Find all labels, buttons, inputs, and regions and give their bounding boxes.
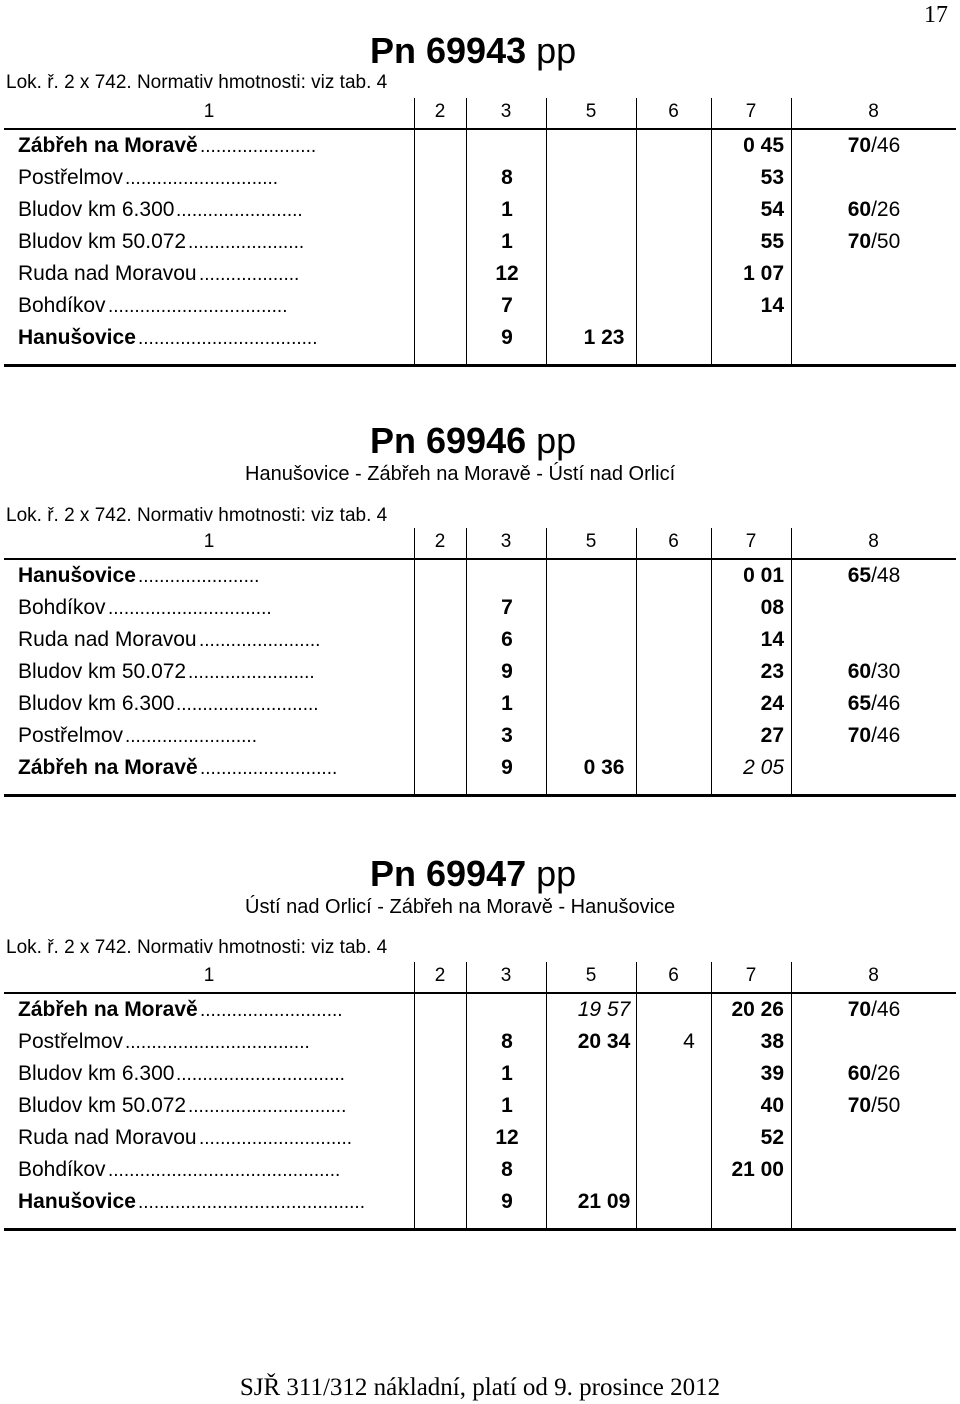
stop-duration: 4 — [683, 1030, 695, 1053]
loco-info: Lok. ř. 2 x 742. Normativ hmotnosti: viz tab. 4 — [6, 505, 388, 526]
departure-time: 40 — [760, 1094, 784, 1117]
speed-limit-secondary: /50 — [871, 230, 901, 253]
timetable-row — [4, 1126, 956, 1158]
column-number: 5 — [585, 531, 597, 552]
station-name: Postřelmov — [18, 1030, 124, 1053]
station-name: Ruda nad Moravou — [18, 1126, 197, 1149]
speed-limit-main: 65 — [847, 564, 872, 587]
column-header — [4, 528, 956, 560]
speed-limit — [814, 660, 934, 684]
timetable-row — [4, 596, 956, 628]
column-number: 2 — [434, 965, 446, 986]
speed-limit-main: 70 — [847, 998, 872, 1021]
column-number: 8 — [868, 965, 879, 986]
speed-limit-secondary: /30 — [871, 660, 901, 683]
distance-km: 9 — [501, 1190, 513, 1213]
station-name: Bludov km 6.300 — [18, 1062, 175, 1085]
distance-km: 7 — [501, 596, 513, 619]
arrival-time: 0 36 — [583, 756, 625, 779]
leader-dots: ........................ — [188, 662, 315, 683]
train-number: Pn 69946 — [370, 420, 527, 461]
station-name: Bludov km 6.300 — [18, 692, 175, 715]
station-name: Bludov km 50.072 — [18, 660, 187, 683]
speed-limit — [814, 1062, 934, 1086]
timetable-row — [4, 628, 956, 660]
station-name: Bludov km 50.072 — [18, 230, 187, 253]
timetable-row — [4, 294, 956, 326]
timetable-row — [4, 134, 956, 166]
speed-limit-secondary: /46 — [871, 998, 901, 1021]
speed-limit — [814, 724, 934, 748]
column-number: 6 — [668, 101, 679, 122]
loco-info: Lok. ř. 2 x 742. Normativ hmotnosti: viz tab. 4 — [6, 937, 388, 958]
timetable-row — [4, 166, 956, 198]
departure-time: 1 07 — [743, 262, 784, 285]
column-number: 3 — [500, 965, 512, 986]
distance-km: 8 — [501, 166, 513, 189]
departure-time: 52 — [760, 1126, 784, 1149]
timetable-row — [4, 998, 956, 1030]
loco-info: Lok. ř. 2 x 742. Normativ hmotnosti: viz tab. 4 — [6, 72, 388, 93]
station-name: Ruda nad Moravou — [18, 262, 197, 285]
timetable-row — [4, 1158, 956, 1190]
station-name: Postřelmov — [18, 724, 124, 747]
leader-dots: ........................... — [200, 1000, 343, 1021]
timetable-row — [4, 724, 956, 756]
timetable-row — [4, 1062, 956, 1094]
departure-time: 08 — [760, 596, 784, 619]
distance-km: 1 — [501, 1094, 513, 1117]
train-type: pp — [536, 853, 577, 894]
column-divider — [414, 528, 415, 558]
column-number: 3 — [500, 531, 512, 552]
column-number: 5 — [585, 101, 597, 122]
leader-dots: ....................... — [138, 566, 260, 587]
speed-limit — [814, 198, 934, 222]
distance-km: 9 — [501, 756, 513, 779]
departure-time: 20 26 — [731, 998, 784, 1021]
speed-limit-secondary: /50 — [871, 1094, 901, 1117]
departure-time: 39 — [760, 1062, 784, 1085]
timetable-row — [4, 660, 956, 692]
station-name: Bohdíkov — [18, 596, 106, 619]
leader-dots: .......................... — [200, 758, 338, 779]
arrival-time: 1 23 — [583, 326, 625, 349]
column-header — [4, 98, 956, 130]
departure-time: 55 — [760, 230, 784, 253]
column-divider — [414, 962, 415, 992]
departure-time: 14 — [760, 294, 784, 317]
departure-time: 53 — [760, 166, 784, 189]
leader-dots: ............................. — [199, 1128, 353, 1149]
speed-limit-main: 70 — [847, 134, 872, 157]
column-divider — [466, 528, 467, 558]
column-number: 1 — [203, 965, 215, 986]
column-divider — [636, 962, 637, 992]
column-divider — [466, 962, 467, 992]
arrival-time: 20 34 — [577, 1030, 631, 1053]
timetable-row — [4, 326, 956, 358]
departure-time: 0 45 — [743, 134, 784, 157]
station-name: Zábřeh na Moravě — [18, 998, 198, 1021]
timetable-row — [4, 1094, 956, 1126]
leader-dots: .................................. — [108, 296, 288, 317]
train-title — [370, 30, 576, 72]
departure-time: 23 — [760, 660, 784, 683]
speed-limit-secondary: /46 — [871, 724, 901, 747]
distance-km: 1 — [501, 1062, 513, 1085]
leader-dots: ........................... — [176, 694, 319, 715]
departure-time: 0 01 — [743, 564, 784, 587]
leader-dots: .............................. — [188, 1096, 347, 1117]
column-number: 7 — [745, 965, 757, 986]
station-name: Bludov km 50.072 — [18, 1094, 187, 1117]
train-title — [370, 853, 576, 895]
column-divider — [711, 962, 712, 992]
speed-limit-secondary: /46 — [871, 692, 901, 715]
timetable-row — [4, 230, 956, 262]
station-name: Zábřeh na Moravě — [18, 756, 198, 779]
column-number: 2 — [434, 101, 446, 122]
speed-limit-secondary: /46 — [871, 134, 901, 157]
speed-limit-main: 65 — [847, 692, 872, 715]
column-number: 3 — [500, 101, 512, 122]
train-number: Pn 69947 — [370, 853, 527, 894]
departure-time: 54 — [760, 198, 784, 221]
speed-limit-secondary: /48 — [871, 564, 901, 587]
timetable-row — [4, 692, 956, 724]
column-divider — [711, 528, 712, 558]
speed-limit — [814, 692, 934, 716]
speed-limit — [814, 998, 934, 1022]
speed-limit-secondary: /26 — [871, 198, 901, 221]
column-number: 2 — [434, 531, 446, 552]
column-number: 8 — [868, 101, 879, 122]
train-title — [370, 420, 576, 462]
speed-limit-main: 70 — [847, 1094, 872, 1117]
leader-dots: ................... — [199, 264, 300, 285]
leader-dots: ................................ — [176, 1064, 345, 1085]
distance-km: 1 — [501, 230, 513, 253]
column-divider — [636, 98, 637, 128]
station-name: Hanušovice — [18, 326, 136, 349]
distance-km: 7 — [501, 294, 513, 317]
column-number: 1 — [203, 101, 215, 122]
station-name: Bludov km 6.300 — [18, 198, 175, 221]
column-number: 6 — [668, 965, 679, 986]
speed-limit-main: 60 — [847, 1062, 872, 1085]
distance-km: 1 — [501, 198, 513, 221]
speed-limit-main: 60 — [847, 660, 872, 683]
speed-limit — [814, 134, 934, 158]
timetable-row — [4, 1030, 956, 1062]
column-divider — [791, 98, 792, 128]
leader-dots: ........................................... — [138, 1192, 365, 1213]
distance-km: 6 — [501, 628, 513, 651]
column-divider — [636, 528, 637, 558]
column-number: 6 — [668, 531, 679, 552]
speed-limit-secondary: /26 — [871, 1062, 901, 1085]
distance-km: 1 — [501, 692, 513, 715]
station-name: Postřelmov — [18, 166, 124, 189]
leader-dots: ....................... — [199, 630, 321, 651]
column-divider — [414, 98, 415, 128]
departure-time: 27 — [760, 724, 784, 747]
column-number: 1 — [203, 531, 215, 552]
arrival-time: 21 09 — [577, 1190, 631, 1213]
distance-km: 9 — [501, 660, 513, 683]
column-divider — [546, 98, 547, 128]
station-name: Bohdíkov — [18, 294, 106, 317]
column-divider — [546, 962, 547, 992]
station-name: Bohdíkov — [18, 1158, 106, 1181]
train-number: Pn 69943 — [370, 30, 527, 71]
speed-limit — [814, 230, 934, 254]
train-route: Hanušovice - Zábřeh na Moravě - Ústí nad Orlicí — [245, 463, 676, 485]
speed-limit — [814, 1094, 934, 1118]
timetable-body — [4, 130, 956, 367]
arrival-time: 19 57 — [577, 998, 631, 1021]
leader-dots: .................................. — [138, 328, 318, 349]
distance-km: 12 — [495, 262, 519, 285]
page-footer: SJŘ 311/312 nákladní, platí od 9. prosince 2012 — [239, 1374, 721, 1401]
distance-km: 3 — [501, 724, 513, 747]
column-header — [4, 962, 956, 994]
timetable-row — [4, 198, 956, 230]
departure-time: 14 — [760, 628, 784, 651]
column-divider — [791, 962, 792, 992]
leader-dots: ......................... — [125, 726, 257, 747]
timetable-body — [4, 560, 956, 797]
train-type: pp — [536, 420, 577, 461]
leader-dots: ...................... — [200, 136, 317, 157]
distance-km: 8 — [501, 1158, 513, 1181]
timetable-row — [4, 1190, 956, 1222]
speed-limit — [814, 564, 934, 588]
leader-dots: ............................................ — [108, 1160, 341, 1181]
timetable-row — [4, 756, 956, 788]
column-divider — [791, 528, 792, 558]
station-name: Zábřeh na Moravě — [18, 134, 198, 157]
train-type: pp — [536, 30, 577, 71]
timetable-body — [4, 994, 956, 1231]
leader-dots: ...................... — [188, 232, 305, 253]
station-name: Hanušovice — [18, 564, 136, 587]
station-name: Hanušovice — [18, 1190, 136, 1213]
station-name: Ruda nad Moravou — [18, 628, 197, 651]
column-divider — [546, 528, 547, 558]
leader-dots: ............................... — [108, 598, 272, 619]
column-number: 5 — [585, 965, 597, 986]
leader-dots: ................................... — [125, 1032, 310, 1053]
distance-km: 12 — [495, 1126, 519, 1149]
speed-limit-main: 70 — [847, 230, 872, 253]
departure-time: 38 — [760, 1030, 784, 1053]
column-number: 8 — [868, 531, 879, 552]
departure-time: 21 00 — [731, 1158, 784, 1181]
distance-km: 8 — [501, 1030, 513, 1053]
distance-km: 9 — [501, 326, 513, 349]
timetable-row — [4, 262, 956, 294]
column-number: 7 — [745, 101, 757, 122]
speed-limit-main: 70 — [847, 724, 872, 747]
page-number: 17 — [924, 2, 948, 28]
speed-limit-main: 60 — [847, 198, 872, 221]
column-divider — [466, 98, 467, 128]
column-number: 7 — [745, 531, 757, 552]
timetable-row — [4, 564, 956, 596]
leader-dots: ............................. — [125, 168, 279, 189]
departure-time: 24 — [760, 692, 784, 715]
column-divider — [711, 98, 712, 128]
leader-dots: ........................ — [176, 200, 303, 221]
train-route: Ústí nad Orlicí - Zábřeh na Moravě - Hanušovice — [245, 896, 676, 918]
departure-time: 2 05 — [743, 756, 784, 779]
